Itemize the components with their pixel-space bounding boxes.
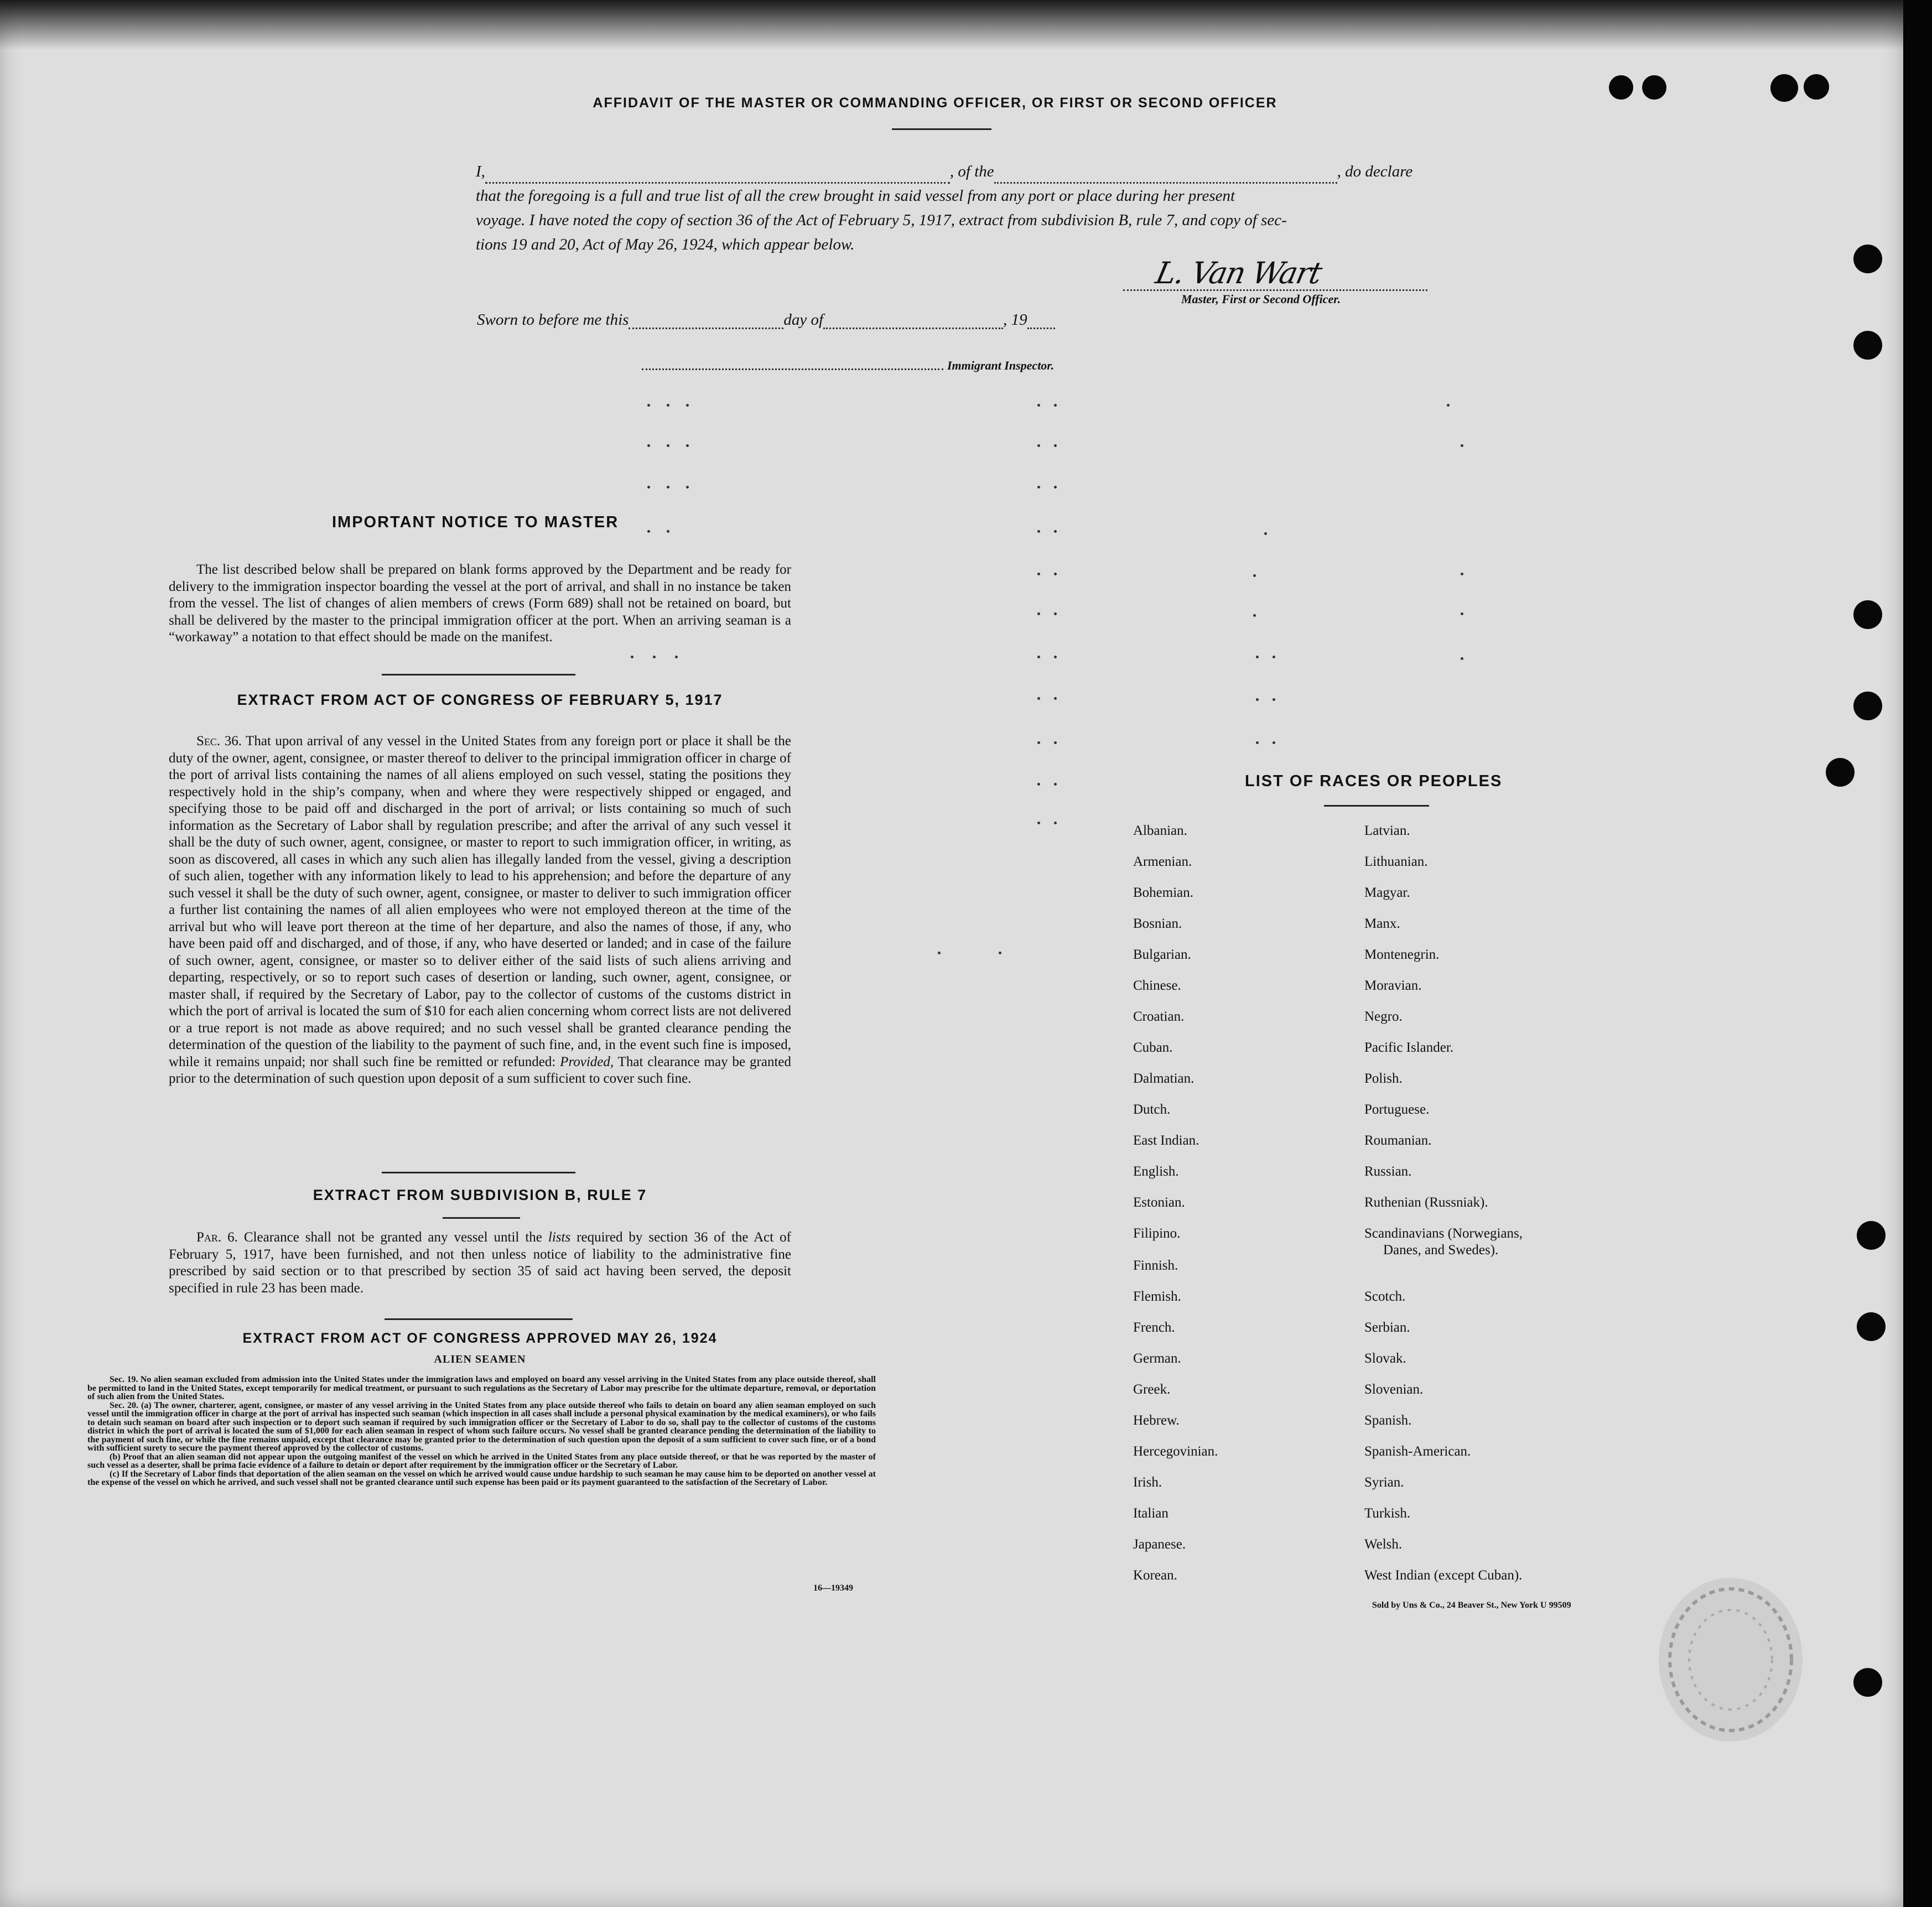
divider <box>892 128 991 130</box>
notice-paragraph: The list described below shall be prepared on blank forms approved by the Department and be ready for delivery to the immigration inspector boarding the vessel at the port of arrival, and shall in no instance be taken from the vessel. The list of changes of alien members of crews (Form 689) shall not be retained on board, but shall be delivered by the master to the principal immigration officer at the port. When an arriving seaman is a “workaway” a notation to that effect should be made on the manifest. <box>169 562 791 645</box>
rule7-body: required by section 36 of the Act of February 5, 1917, have been furnished, and not then unless notice of liability to the administrative fine prescribed by said section or to that prescribed by section 35 of said act having been served, the deposit specified in rule 23 has been made. <box>169 1230 792 1296</box>
race-item: Syrian. <box>1364 1475 1404 1490</box>
act-1924-text <box>87 1375 876 1487</box>
decl-line: voyage. I have noted the copy of section 36 of the Act of February 5, 1917, extract from subdivision B, rule 7, and copy of sec- <box>476 211 1287 229</box>
extract-1917-title: EXTRACT FROM ACT OF CONGRESS OF FEBRUARY 5, 1917 <box>237 692 723 708</box>
race-item: Negro. <box>1364 1009 1403 1024</box>
punch-hole <box>1853 600 1882 629</box>
sec20c-text: (c) If the Secretary of Labor finds that deportation of the alien seaman on the vessel on which he arrived would cause undue hardship to such seaman he may cause him to be deported on another vessel at the expense of the vessel on which he arrived, and such vessel shall not be granted clearance until such expense has been paid or its payment guaranteed to the satisfaction of the Secretary of Labor. <box>87 1469 876 1487</box>
race-item: Cuban. <box>1133 1040 1173 1055</box>
race-item: Portuguese. <box>1364 1102 1430 1117</box>
race-item: English. <box>1133 1164 1179 1179</box>
race-item: Hercegovinian. <box>1133 1444 1218 1459</box>
official-seal-stamp <box>1648 1571 1814 1748</box>
scan-border <box>1903 0 1932 1907</box>
race-item: Slovenian. <box>1364 1382 1424 1397</box>
paragraph-label: Par. 6. <box>196 1230 238 1245</box>
notice-title: IMPORTANT NOTICE TO MASTER <box>332 513 619 531</box>
race-item: Albanian. <box>1133 823 1187 838</box>
race-item: Italian <box>1133 1506 1168 1521</box>
alien-seamen-subtitle: ALIEN SEAMEN <box>434 1353 526 1365</box>
sworn-prefix: Sworn to before me this <box>477 311 629 329</box>
sworn-day-of: day of <box>783 311 824 329</box>
race-item: Danes, and Swedes). <box>1383 1243 1499 1258</box>
affidavit-title: AFFIDAVIT OF THE MASTER OR COMMANDING OFFICER, OR FIRST OR SECOND OFFICER <box>593 95 1277 111</box>
printer-imprint: Sold by Uns & Co., 24 Beaver St., New York U 99509 <box>1372 1601 1571 1610</box>
proviso-text: That clearance may be granted prior to the determination of such question upon deposit of a sum sufficient to cover such fine. <box>169 1054 791 1086</box>
race-item: German. <box>1133 1351 1181 1366</box>
form-number: 16—19349 <box>813 1583 853 1593</box>
top-edge-shadow <box>0 0 1932 50</box>
punch-hole <box>1853 1668 1882 1697</box>
race-item: Dutch. <box>1133 1102 1171 1117</box>
race-item: Dalmatian. <box>1133 1071 1194 1086</box>
race-item: Serbian. <box>1364 1320 1410 1335</box>
race-item: Greek. <box>1133 1382 1171 1397</box>
race-item: Turkish. <box>1364 1506 1411 1521</box>
race-item: Welsh. <box>1364 1537 1403 1552</box>
race-item: French. <box>1133 1320 1175 1335</box>
race-item: Ruthenian (Russniak). <box>1364 1195 1488 1210</box>
punch-hole <box>1857 1221 1886 1250</box>
race-item: Croatian. <box>1133 1009 1185 1024</box>
race-item: Slovak. <box>1364 1351 1406 1366</box>
decl-do-declare: , do declare <box>1337 163 1413 180</box>
declaration <box>476 159 1455 257</box>
proviso-label: Provided, <box>560 1054 614 1069</box>
race-item: Scandinavians (Norwegians, <box>1364 1226 1523 1241</box>
sec20b-text: (b) Proof that an alien seaman did not appear upon the outgoing manifest of the vessel on which he arrived in the United States from any place outside thereof, or that he was reported by the master of such vessel as a deserter, shall be prima facie evidence of a failure to detain or deport after requirement by the immigration officer or the Secretary of Labor. <box>87 1452 876 1470</box>
section-36-text <box>169 733 791 1088</box>
race-item: Spanish. <box>1364 1413 1412 1428</box>
year-blank <box>1027 316 1055 329</box>
divider <box>382 1172 575 1173</box>
day-blank <box>629 316 783 329</box>
inspector-blank <box>642 358 943 370</box>
race-item: Pacific Islander. <box>1364 1040 1454 1055</box>
inspector-caption: Immigrant Inspector. <box>947 358 1055 372</box>
rule7-body: Clearance shall not be granted any vessel until the <box>243 1230 542 1245</box>
name-blank <box>485 171 950 184</box>
race-item: Russian. <box>1364 1164 1412 1179</box>
extract-1924-title: EXTRACT FROM ACT OF CONGRESS APPROVED MAY 26, 1924 <box>242 1331 718 1346</box>
race-item: Manx. <box>1364 916 1400 931</box>
race-item: West Indian (except Cuban). <box>1364 1568 1523 1583</box>
punch-hole <box>1826 758 1855 787</box>
race-item: Lithuanian. <box>1364 854 1428 869</box>
race-item: Hebrew. <box>1133 1413 1180 1428</box>
divider <box>385 1318 573 1320</box>
race-item: Bulgarian. <box>1133 947 1191 962</box>
rule7-text <box>169 1229 791 1297</box>
signature-caption: Master, First or Second Officer. <box>1181 292 1341 306</box>
divider <box>1324 805 1429 807</box>
race-item: Flemish. <box>1133 1289 1181 1304</box>
race-item: Latvian. <box>1364 823 1410 838</box>
race-item: Montenegrin. <box>1364 947 1440 962</box>
races-title: LIST OF RACES OR PEOPLES <box>1245 772 1503 790</box>
race-item: East Indian. <box>1133 1133 1199 1148</box>
race-item: Bosnian. <box>1133 916 1182 931</box>
race-item: Estonian. <box>1133 1195 1185 1210</box>
race-item: Filipino. <box>1133 1226 1181 1241</box>
race-item: Armenian. <box>1133 854 1192 869</box>
divider <box>382 674 575 675</box>
race-item: Moravian. <box>1364 978 1422 993</box>
decl-line: that the foregoing is a full and true list of all the crew brought in said vessel from any port or place during her present <box>476 187 1235 205</box>
sworn-year: , 19 <box>1003 311 1027 329</box>
notice-text <box>169 562 791 646</box>
punch-hole <box>1853 245 1882 273</box>
decl-line: tions 19 and 20, Act of May 26, 1924, which appear below. <box>476 236 855 253</box>
sec20a-text: Sec. 20. (a) The owner, charterer, agent, consignee, or master of any vessel arriving in the United States from any place outside thereof who fails to detain on board any alien seaman employed on such vessel until the immigration officer in charge at the port of arrival has inspected such seaman (which inspection in all cases shall include a personal physical examination by the medical examiners), or who fails to detain such seaman on board after such inspection or to deport such seaman if required by such immigration officer or the Secretary of Labor to do so, shall pay to the collector of customs of the customs district in which the port of arrival is located the sum of $1,000 for each alien seaman in respect of whom such failure occurs. No vessel shall be granted clearance pending the determination of the liability to the payment of such fine, or while the fine remains unpaid, except that clearance may be granted prior to the determination of such question upon the deposit of a sum sufficient to cover such fine, or of a bond with sufficient surety to secure the payment thereof approved by the collector of customs. <box>87 1400 876 1453</box>
rule7-emphasis: lists <box>548 1230 571 1245</box>
race-item: Irish. <box>1133 1475 1162 1490</box>
sec19-text: Sec. 19. No alien seaman excluded from admission into the United States under the immigration laws and employed on board any vessel arriving in the United States from any place outside thereof, shall be permitted to land in the United States, except temporarily for medical treatment, or pursuant to such regulations as the Secretary of Labor may prescribe for the ultimate departure, removal, or deportation of such alien from the United States. <box>87 1375 876 1401</box>
race-item: Finnish. <box>1133 1258 1178 1273</box>
race-item: Roumanian. <box>1364 1133 1432 1148</box>
decl-of-the: , of the <box>949 163 994 180</box>
divider <box>443 1217 520 1219</box>
punch-hole <box>1853 331 1882 360</box>
month-blank <box>823 316 1003 329</box>
punch-hole <box>1853 692 1882 720</box>
signature: L. Van Wart <box>1152 256 1325 290</box>
race-item: Japanese. <box>1133 1537 1186 1552</box>
sworn-line <box>477 311 1055 329</box>
race-item: Spanish-American. <box>1364 1444 1471 1459</box>
race-item: Magyar. <box>1364 885 1410 900</box>
punch-hole <box>1857 1312 1886 1341</box>
section-body: That upon arrival of any vessel in the United States from any foreign port or place it shall be the duty of the owner, agent, consignee, or master thereof to deliver to the principal immigration officer in charge of the port of arrival lists containing the names of all aliens employed on such vessel, stating the positions they respectively hold in the ship’s company, when and where they were respectively shipped or engaged, and specifying those to be paid off and discharged in the port of arrival; or lists containing so much of such information as the Secretary of Labor shall by regulation prescribe; and after the arrival of any such vessel it shall be the duty of such owner, agent, consignee, or master to report to such immigration officer, in writing, as soon as discovered, all cases in which any such alien has illegally landed from the vessel, giving a description of such alien, together with any information likely to lead to his apprehension; and before the departure of any such vessel it shall be the duty of such owner, agent, consignee, or master to deliver to such immigration officer a further list containing the names of all alien employees who were not employed thereon at the time of the arrival but who will leave port thereon at the time of her departure, and also the names of those, if any, who have been paid off and discharged, and of those, if any, who have deserted or landed; and in case of the failure of such owner, agent, consignee, or master so to deliver either of the said lists of such aliens arriving and departing, respectively, or so to report such cases of desertion or landing, such owner, agent, consignee, or master shall, if required by the Secretary of Labor, pay to the collector of customs of the customs district in which the port of arrival is located the sum of $10 for each alien concerning whom correct lists are not delivered or a true report is not made as above required; and no such vessel shall be granted clearance pending the determination of the question of the liability to the payment of such fine, and, in the event such fine is imposed, while it remains unpaid; nor shall such fine be remitted or refunded: <box>169 734 791 1069</box>
race-item: Polish. <box>1364 1071 1403 1086</box>
vessel-blank <box>994 171 1337 184</box>
race-item: Bohemian. <box>1133 885 1194 900</box>
race-item: Scotch. <box>1364 1289 1406 1304</box>
decl-i: I, <box>476 163 485 180</box>
race-item: Korean. <box>1133 1568 1177 1583</box>
section-label: Sec. 36. <box>196 734 242 749</box>
race-item: Chinese. <box>1133 978 1181 993</box>
rule7-title: EXTRACT FROM SUBDIVISION B, RULE 7 <box>313 1187 647 1203</box>
